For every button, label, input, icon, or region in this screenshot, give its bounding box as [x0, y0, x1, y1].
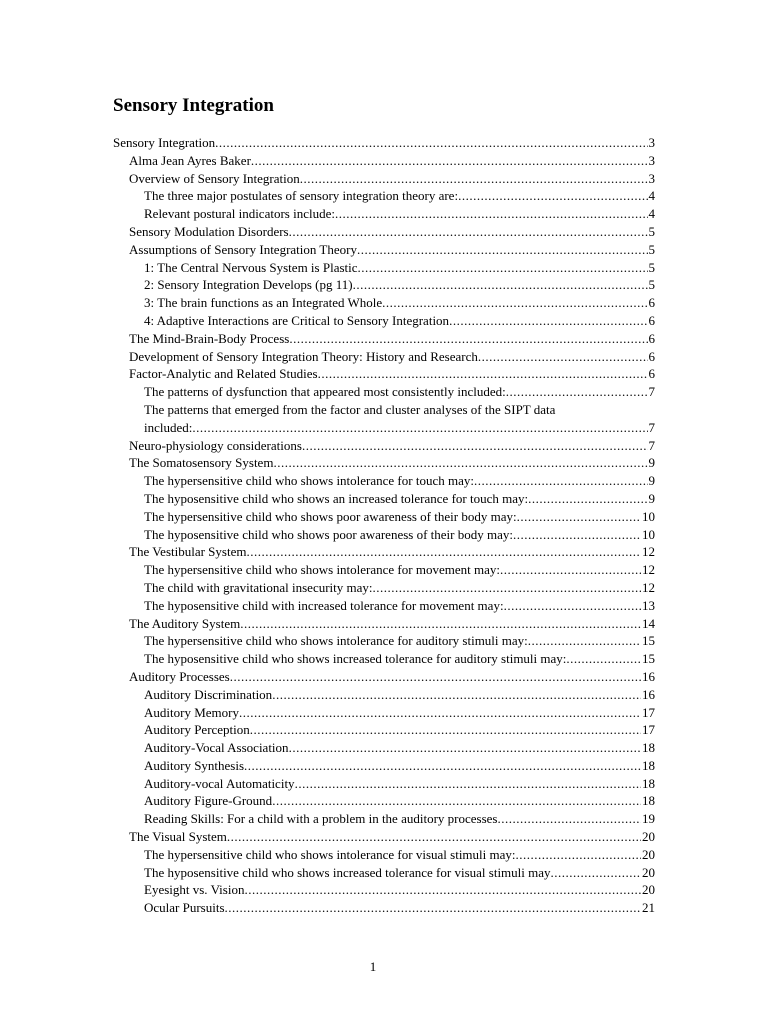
toc-entry-title: 4: Adaptive Interactions are Critical to Sensory Integration: [144, 312, 450, 328]
toc-entry-title: The child with gravitational insecurity may:: [144, 579, 373, 595]
toc-entry-page: 12: [642, 579, 655, 595]
toc-entry[interactable]: [113, 401, 655, 419]
toc-entry[interactable]: [113, 348, 655, 366]
toc-entry-title: The Auditory System: [129, 615, 241, 631]
toc-entry-title: Sensory Integration: [113, 135, 216, 150]
toc-dot-leader: [289, 223, 648, 241]
toc-entry[interactable]: [113, 330, 655, 348]
toc-entry-title: The hypersensitive child who shows intolerance for touch may:: [144, 473, 474, 489]
toc-dot-leader: [373, 579, 641, 597]
toc-entry-title: The patterns that emerged from the factor and cluster analyses of the SIPT data: [144, 401, 556, 417]
toc-entry-title: The hyposensitive child who shows poor awareness of their body may:: [144, 526, 513, 542]
toc-entry-title: Relevant postural indicators include:: [144, 206, 335, 222]
toc-entry-title: Sensory Modulation Disorders: [129, 223, 289, 239]
toc-dot-leader: [215, 134, 647, 152]
toc-entry[interactable]: [113, 241, 655, 259]
toc-entry-page: 18: [642, 793, 655, 809]
toc-dot-leader: [449, 312, 647, 330]
toc-entry[interactable]: [113, 223, 655, 241]
toc-entry-title: The hypersensitive child who shows intolerance for auditory stimuli may:: [144, 633, 528, 649]
toc-entry[interactable]: [113, 561, 655, 579]
toc-entry[interactable]: [113, 597, 655, 615]
toc-dot-leader: [273, 454, 647, 472]
toc-entry[interactable]: [113, 472, 655, 490]
toc-dot-leader: [500, 561, 641, 579]
toc-entry[interactable]: [113, 757, 655, 775]
toc-entry-page: 19: [642, 811, 655, 827]
toc-entry-title: Auditory Processes: [129, 668, 230, 684]
toc-entry-page: 6: [648, 366, 655, 382]
toc-entry-page: 5: [648, 277, 655, 293]
toc-entry[interactable]: [113, 526, 655, 544]
toc-entry-page: 7: [648, 437, 655, 453]
toc-entry-page: 15: [642, 633, 655, 649]
toc-dot-leader: [225, 899, 641, 917]
toc-dot-leader: [300, 170, 648, 188]
toc-entry-page: 5: [648, 241, 655, 257]
toc-entry-title: The hyposensitive child with increased tolerance for movement may:: [144, 597, 504, 613]
toc-entry[interactable]: [113, 187, 655, 205]
toc-dot-leader: [504, 597, 641, 615]
page-number: 1: [369, 959, 377, 974]
toc-entry-page: 18: [642, 740, 655, 756]
toc-entry[interactable]: [113, 686, 655, 704]
toc-dot-leader: [239, 704, 641, 722]
toc-entry-title: The hypersensitive child who shows intolerance for movement may:: [144, 562, 500, 578]
toc-entry-title: Alma Jean Ayres Baker: [129, 152, 251, 168]
toc-dot-leader: [458, 187, 647, 205]
page-title: Sensory Integration: [113, 95, 274, 116]
toc-dot-leader: [246, 543, 641, 561]
toc-entry[interactable]: [113, 294, 655, 312]
toc-dot-leader: [516, 846, 641, 864]
toc-dot-leader: [528, 490, 647, 508]
toc-entry-page: 16: [642, 686, 655, 702]
toc-entry-page: 12: [642, 544, 655, 560]
toc-entry-page: 5: [648, 223, 655, 239]
toc-entry[interactable]: [113, 704, 655, 722]
toc-entry-page: 17: [642, 704, 655, 720]
toc-entry[interactable]: [113, 828, 655, 846]
toc-entry-page: 6: [648, 312, 655, 328]
toc-entry[interactable]: [113, 792, 655, 810]
toc-entry-page: 10: [642, 526, 655, 542]
toc-entry[interactable]: [113, 899, 655, 917]
toc-entry-title: Development of Sensory Integration Theory: History and Research: [129, 348, 478, 364]
toc-entry[interactable]: [113, 365, 655, 383]
toc-entry-title: The three major postulates of sensory integration theory are:: [144, 188, 459, 204]
toc-dot-leader: [289, 330, 647, 348]
toc-dot-leader: [497, 810, 641, 828]
toc-entry-page: 13: [642, 597, 655, 613]
toc-entry-title: Assumptions of Sensory Integration Theory: [129, 241, 357, 257]
toc-entry-title: Eyesight vs. Vision: [144, 882, 245, 898]
toc-entry-page: 12: [642, 562, 655, 578]
toc-entry[interactable]: [113, 490, 655, 508]
toc-dot-leader: [251, 152, 648, 170]
toc-entry-title: Ocular Pursuits: [144, 900, 225, 916]
toc-entry[interactable]: [113, 152, 655, 170]
toc-entry-title: The hyposensitive child who shows increased tolerance for visual stimuli may: [144, 864, 551, 880]
toc-entry-page: 20: [642, 846, 655, 862]
toc-entry-title: Auditory Perception: [144, 722, 250, 738]
toc-entry-page: 17: [642, 722, 655, 738]
toc-dot-leader: [357, 241, 648, 259]
toc-entry-title: Factor-Analytic and Related Studies: [129, 366, 318, 382]
toc-dot-leader: [513, 526, 641, 544]
toc-entry[interactable]: [113, 650, 655, 668]
toc-dot-leader: [358, 259, 648, 277]
toc-entry-title: Auditory Figure-Ground: [144, 793, 273, 809]
toc-dot-leader: [551, 864, 641, 882]
toc-entry-title: Auditory Synthesis: [144, 757, 245, 773]
toc-entry[interactable]: [113, 170, 655, 188]
toc-entry-page: 20: [642, 829, 655, 845]
toc-entry[interactable]: [113, 846, 655, 864]
toc-entry[interactable]: [113, 579, 655, 597]
toc-dot-leader: [382, 294, 647, 312]
toc-entry[interactable]: [113, 508, 655, 526]
toc-entry-title: Auditory-Vocal Association: [144, 740, 289, 756]
toc-entry-page: 9: [648, 455, 655, 471]
toc-dot-leader: [192, 419, 647, 437]
toc-entry-page: 20: [642, 882, 655, 898]
toc-entry[interactable]: [113, 276, 655, 294]
toc-entry-page: 16: [642, 668, 655, 684]
toc-dot-leader: [517, 508, 641, 526]
toc-dot-leader: [528, 632, 641, 650]
toc-dot-leader: [240, 615, 641, 633]
toc-dot-leader: [474, 472, 648, 490]
toc-entry-title: Reading Skills: For a child with a problem in the auditory processes: [144, 811, 498, 827]
toc-entry-title: included:: [144, 419, 193, 435]
toc-entry-title: Auditory Memory: [144, 704, 239, 720]
toc-entry-title: The hyposensitive child who shows an increased tolerance for touch may:: [144, 490, 529, 506]
toc-entry-page: 21: [642, 900, 655, 916]
toc-dot-leader: [302, 437, 648, 455]
toc-dot-leader: [244, 757, 641, 775]
toc-entry-page: 5: [648, 259, 655, 275]
toc-entry-title: 3: The brain functions as an Integrated Whole: [144, 295, 383, 311]
toc-entry[interactable]: [113, 881, 655, 899]
toc-entry[interactable]: [113, 668, 655, 686]
toc-dot-leader: [478, 348, 648, 366]
toc-entry-page: 7: [648, 419, 655, 435]
toc-entry-page: 9: [648, 473, 655, 489]
toc-entry[interactable]: [113, 775, 655, 793]
toc-entry[interactable]: [113, 721, 655, 739]
toc-entry-page: 15: [642, 651, 655, 667]
toc-entry[interactable]: [113, 454, 655, 472]
toc-entry-title: The hypersensitive child who shows intolerance for visual stimuli may:: [144, 846, 516, 862]
toc-dot-leader: [335, 205, 648, 223]
toc-entry-page: 6: [648, 348, 655, 364]
toc-entry-title: The Mind-Brain-Body Process: [129, 330, 290, 346]
toc-entry[interactable]: [113, 864, 655, 882]
toc-entry-title: Overview of Sensory Integration: [129, 170, 300, 186]
toc-entry-title: The Vestibular System: [129, 544, 247, 560]
toc-entry-page: 3: [648, 170, 655, 186]
toc-entry[interactable]: [113, 543, 655, 561]
toc-entry[interactable]: [113, 615, 655, 633]
toc-dot-leader: [272, 792, 641, 810]
toc-dot-leader: [566, 650, 641, 668]
toc-entry-page: 10: [642, 508, 655, 524]
toc-entry-title: The patterns of dysfunction that appeared most consistently included:: [144, 384, 506, 400]
toc-entry-title: Auditory-vocal Automaticity: [144, 775, 295, 791]
toc-entry-title: The hypersensitive child who shows poor awareness of their body may:: [144, 508, 517, 524]
toc-dot-leader: [295, 775, 641, 793]
toc-dot-leader: [227, 828, 641, 846]
toc-entry[interactable]: [113, 810, 655, 828]
toc-entry-page: 4: [648, 206, 655, 222]
toc-dot-leader: [250, 721, 641, 739]
toc-entry[interactable]: [113, 259, 655, 277]
toc-dot-leader: [230, 668, 641, 686]
toc-dot-leader: [289, 739, 641, 757]
toc-dot-leader: [318, 365, 648, 383]
toc-entry-page: 4: [648, 188, 655, 204]
toc-entry-page: 14: [642, 615, 655, 631]
toc-entry-title: The hyposensitive child who shows increased tolerance for auditory stimuli may:: [144, 651, 567, 667]
toc-dot-leader: [506, 383, 648, 401]
toc-entry[interactable]: [113, 383, 655, 401]
toc-entry-title: The Somatosensory System: [129, 455, 274, 471]
toc-entry-page: 3: [648, 135, 655, 150]
toc-entry-title: 1: The Central Nervous System is Plastic: [144, 259, 358, 275]
toc-entry[interactable]: [113, 205, 655, 223]
toc-entry-page: 9: [648, 490, 655, 506]
toc-entry[interactable]: [113, 437, 655, 455]
toc-entry-title: Auditory Discrimination: [144, 686, 273, 702]
toc-entry-page: 20: [642, 864, 655, 880]
table-of-contents: [113, 134, 655, 917]
toc-entry-page: 18: [642, 775, 655, 791]
toc-entry-page: 3: [648, 152, 655, 168]
toc-entry[interactable]: [113, 632, 655, 650]
toc-entry-page: 6: [648, 295, 655, 311]
toc-entry-title: 2: Sensory Integration Develops (pg 11): [144, 277, 353, 293]
toc-entry[interactable]: [113, 312, 655, 330]
toc-entry-title: Neuro-physiology considerations: [129, 437, 302, 453]
toc-dot-leader: [244, 881, 641, 899]
toc-entry-page: 6: [648, 330, 655, 346]
toc-entry[interactable]: [113, 419, 655, 437]
toc-entry[interactable]: [113, 134, 655, 152]
toc-dot-leader: [272, 686, 641, 704]
toc-entry-page: 18: [642, 757, 655, 773]
toc-entry-page: 7: [648, 384, 655, 400]
toc-entry[interactable]: [113, 739, 655, 757]
toc-dot-leader: [353, 276, 648, 294]
toc-entry-title: The Visual System: [129, 829, 227, 845]
